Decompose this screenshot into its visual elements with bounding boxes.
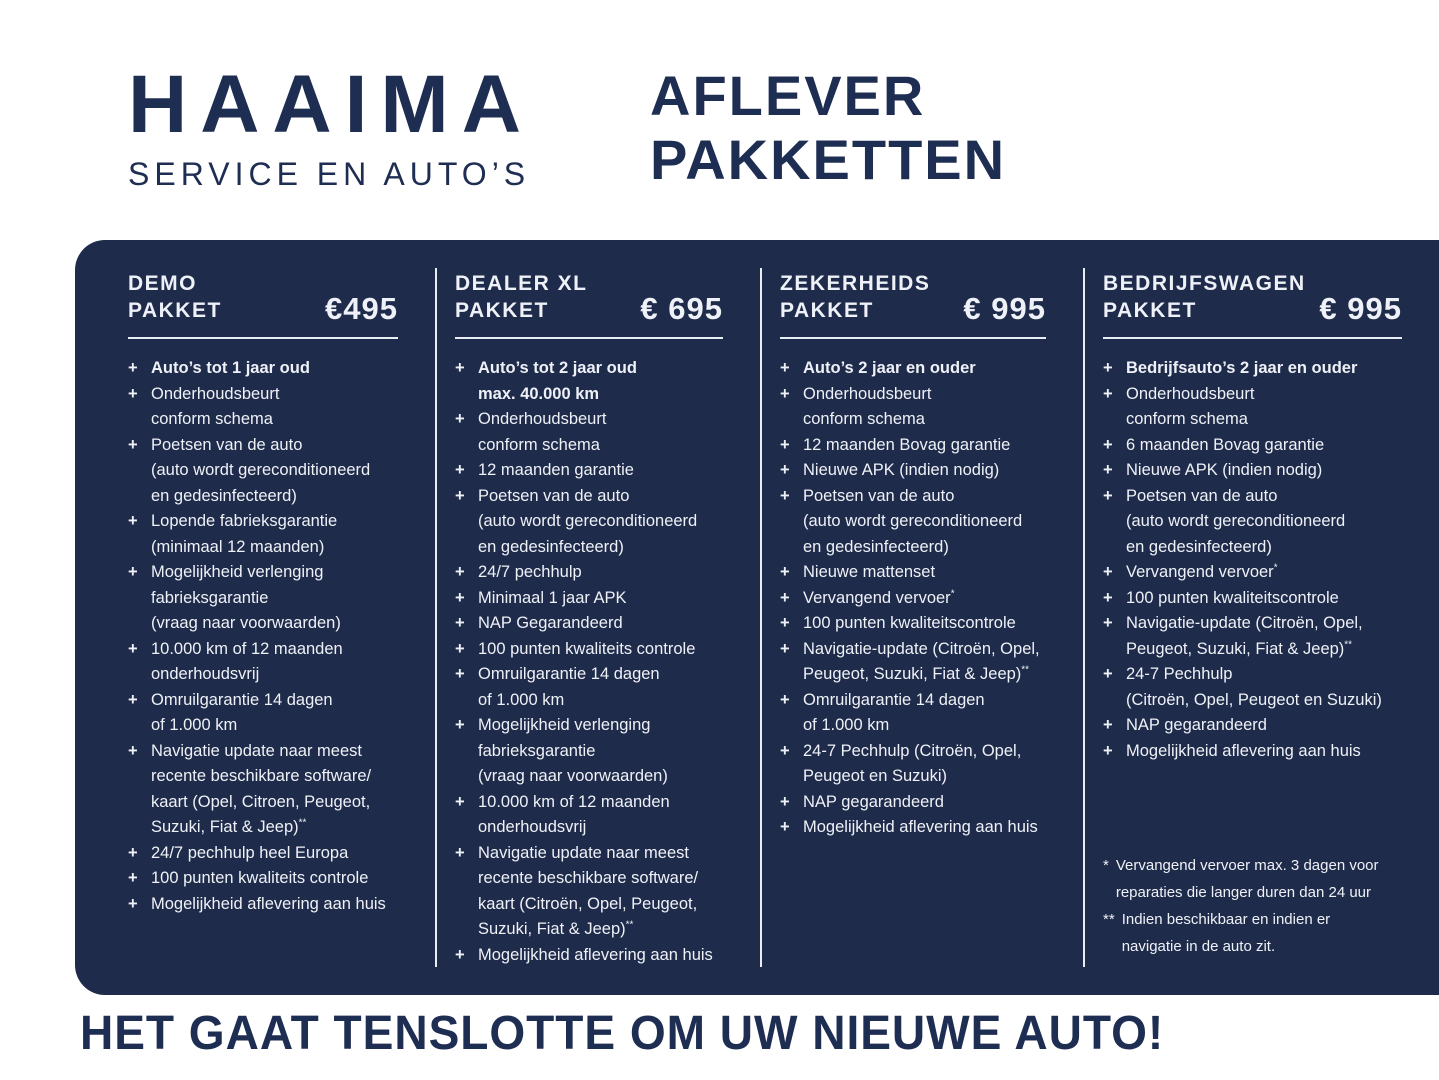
list-item <box>455 407 748 458</box>
item-line: Nieuwe APK (indien nodig) <box>1126 461 1323 479</box>
plus-icon: + <box>128 384 138 403</box>
footnote-text <box>1122 906 1427 960</box>
feature-list <box>780 356 1071 841</box>
item-line: Navigatie update naar meest <box>151 741 362 760</box>
list-item <box>455 943 748 969</box>
feature-list <box>455 356 748 968</box>
list-item <box>780 356 1071 382</box>
plus-icon: + <box>128 869 138 887</box>
footnote-line: reparaties die langer duren dan 24 uur <box>1115 884 1372 901</box>
item-text <box>478 713 748 790</box>
brand-name: HAAIMA <box>128 59 534 150</box>
item-line: 100 punten kwaliteits controle <box>478 639 696 658</box>
package-price: €495 <box>325 291 398 326</box>
header-underline <box>780 337 1046 339</box>
item-text <box>1126 356 1427 382</box>
list-item <box>128 637 423 688</box>
package-price: € 995 <box>963 291 1046 326</box>
package-header <box>780 270 1071 324</box>
plus-icon: + <box>455 639 465 658</box>
item-line: recente beschikbare software/ <box>151 767 372 785</box>
package-name-line2: PAKKET <box>128 299 222 322</box>
item-text <box>1126 662 1427 713</box>
item-text <box>478 458 748 484</box>
item-line: 24-7 Pechhulp (Citroën, Opel, <box>803 741 1022 760</box>
package-name-line1: DEALER XL <box>455 272 588 295</box>
item-line: onderhoudsvrij <box>478 818 587 836</box>
list-item <box>1103 713 1427 739</box>
plus-icon: + <box>455 359 465 377</box>
list-item <box>128 509 423 560</box>
list-item <box>1103 560 1427 586</box>
item-line: NAP gegarandeerd <box>1126 716 1267 734</box>
item-line: Onderhoudsbeurt <box>803 384 932 403</box>
item-line: NAP gegarandeerd <box>803 792 944 811</box>
item-line: Auto’s tot 1 jaar oud <box>151 359 310 377</box>
list-item <box>128 560 423 637</box>
list-item <box>780 433 1071 459</box>
list-item <box>455 586 748 612</box>
plus-icon: + <box>128 843 138 862</box>
plus-icon: + <box>780 792 790 811</box>
package-header <box>1103 270 1427 324</box>
header-underline <box>128 337 398 339</box>
item-line: Minimaal 1 jaar APK <box>478 588 627 607</box>
footnote <box>1103 906 1427 960</box>
item-line: (minimaal 12 maanden) <box>151 537 325 556</box>
plus-icon: + <box>1103 741 1113 760</box>
item-text <box>478 637 748 663</box>
package-column <box>437 268 762 967</box>
item-text <box>478 841 748 943</box>
item-line: Mogelijkheid aflevering aan huis <box>478 945 713 964</box>
list-item <box>128 382 423 433</box>
list-item <box>128 866 423 892</box>
item-line: (vraag naar voorwaarden) <box>151 614 341 632</box>
list-item <box>128 688 423 739</box>
item-text <box>1126 458 1427 484</box>
item-text <box>803 611 1071 637</box>
item-text <box>478 407 748 458</box>
package-name-line2: PAKKET <box>1103 299 1197 322</box>
package-price: € 995 <box>1319 291 1402 326</box>
footnote-marker: * <box>1103 857 1109 874</box>
item-text <box>478 560 748 586</box>
footnotes <box>1103 852 1427 960</box>
item-line: 100 punten kwaliteitscontrole <box>1126 588 1339 607</box>
item-line: (auto wordt gereconditioneerd <box>151 461 371 479</box>
item-text <box>478 790 748 841</box>
plus-icon: + <box>1103 486 1113 505</box>
page-title-line1: AFLEVER <box>650 64 926 127</box>
list-item <box>455 458 748 484</box>
item-line: Nieuwe APK (indien nodig) <box>803 461 1000 479</box>
item-text <box>151 841 423 867</box>
list-item <box>1103 458 1427 484</box>
item-line: 12 maanden garantie <box>478 461 634 479</box>
package-name <box>780 270 930 324</box>
list-item <box>455 841 748 943</box>
item-text <box>803 688 1071 739</box>
item-line: 6 maanden Bovag garantie <box>1126 435 1325 454</box>
plus-icon: + <box>780 359 790 377</box>
plus-icon: + <box>128 359 138 377</box>
item-line: NAP Gegarandeerd <box>478 614 623 632</box>
list-item <box>455 637 748 663</box>
item-line: 12 maanden Bovag garantie <box>803 435 1011 454</box>
item-line: recente beschikbare software/ <box>478 869 699 887</box>
package-name-line2: PAKKET <box>780 299 874 322</box>
item-line: Poetsen van de auto <box>478 486 630 505</box>
item-text <box>478 943 748 969</box>
footer-tagline: HET GAAT TENSLOTTE OM UW NIEUWE AUTO! <box>80 1007 1165 1060</box>
item-line: en gedesinfecteerd) <box>151 486 297 505</box>
item-line: (auto wordt gereconditioneerd <box>803 512 1023 530</box>
item-line: fabrieksgarantie <box>151 588 269 607</box>
plus-icon: + <box>1103 435 1113 454</box>
plus-icon: + <box>128 741 138 760</box>
plus-icon: + <box>1103 614 1113 632</box>
header-underline <box>1103 337 1402 339</box>
item-line: max. 40.000 km <box>478 384 600 403</box>
list-item <box>1103 586 1427 612</box>
page-title-line2: PAKKETTEN <box>650 128 1007 191</box>
list-item <box>128 356 423 382</box>
list-item <box>780 688 1071 739</box>
item-text <box>151 892 423 918</box>
item-line: onderhoudsvrij <box>151 665 260 683</box>
item-line: of 1.000 km <box>803 716 890 734</box>
plus-icon: + <box>455 716 465 734</box>
list-item <box>780 637 1071 688</box>
item-line: 24/7 pechhulp heel Europa <box>151 843 349 862</box>
item-line: of 1.000 km <box>151 716 238 734</box>
list-item <box>455 560 748 586</box>
list-item <box>128 892 423 918</box>
item-text <box>1126 739 1427 765</box>
plus-icon: + <box>455 665 465 683</box>
feature-list <box>128 356 423 917</box>
list-item <box>1103 433 1427 459</box>
item-line: Onderhoudsbeurt <box>151 384 280 403</box>
package-name-line2: PAKKET <box>455 299 549 322</box>
item-text <box>151 637 423 688</box>
package-price: € 695 <box>640 291 723 326</box>
item-text <box>1126 382 1427 433</box>
item-line: Vervangend vervoer* <box>1126 562 1278 581</box>
list-item <box>455 484 748 561</box>
plus-icon: + <box>1103 359 1113 377</box>
item-line: Vervangend vervoer* <box>803 588 955 607</box>
item-text <box>151 866 423 892</box>
item-text <box>151 509 423 560</box>
item-line: Auto’s 2 jaar en ouder <box>803 359 976 377</box>
plus-icon: + <box>780 486 790 505</box>
item-text <box>478 611 748 637</box>
item-text <box>803 790 1071 816</box>
list-item <box>780 815 1071 841</box>
list-item <box>1103 662 1427 713</box>
item-line: Lopende fabrieksgarantie <box>151 512 338 530</box>
plus-icon: + <box>1103 588 1113 607</box>
item-text <box>1126 586 1427 612</box>
item-line: 100 punten kwaliteitscontrole <box>803 614 1016 632</box>
plus-icon: + <box>780 588 790 607</box>
list-item <box>1103 484 1427 561</box>
item-line: 24/7 pechhulp <box>478 563 582 581</box>
package-header <box>128 270 423 324</box>
item-text <box>1126 433 1427 459</box>
item-line: 100 punten kwaliteits controle <box>151 869 369 887</box>
item-line: 10.000 km of 12 maanden <box>478 792 670 811</box>
packages-panel <box>75 240 1439 995</box>
item-line: en gedesinfecteerd) <box>478 537 624 556</box>
plus-icon: + <box>128 639 138 658</box>
item-line: Omruilgarantie 14 dagen <box>803 690 985 709</box>
item-line: Omruilgarantie 14 dagen <box>478 665 660 683</box>
list-item <box>780 790 1071 816</box>
item-text <box>803 356 1071 382</box>
item-line: Navigatie update naar meest <box>478 843 689 862</box>
plus-icon: + <box>1103 665 1113 683</box>
footnote-line: Vervangend vervoer max. 3 dagen voor <box>1115 857 1379 874</box>
item-text <box>1126 611 1427 662</box>
item-line: Peugeot en Suzuki) <box>803 767 948 785</box>
item-text <box>803 586 1071 612</box>
item-text <box>151 382 423 433</box>
package-column <box>125 268 437 967</box>
plus-icon: + <box>455 486 465 505</box>
item-line: of 1.000 km <box>478 690 565 709</box>
list-item <box>1103 382 1427 433</box>
item-text <box>803 637 1071 688</box>
item-text <box>803 484 1071 561</box>
item-text <box>1126 713 1427 739</box>
item-line: conform schema <box>478 435 600 454</box>
item-text <box>478 484 748 561</box>
feature-list <box>1103 356 1427 764</box>
item-line: Poetsen van de auto <box>803 486 955 505</box>
plus-icon: + <box>455 843 465 862</box>
item-line: kaart (Citroën, Opel, Peugeot, <box>478 894 698 913</box>
item-line: Poetsen van de auto <box>1126 486 1278 505</box>
item-line: Mogelijkheid verlenging <box>151 563 324 581</box>
item-line: Mogelijkheid aflevering aan huis <box>1126 741 1361 760</box>
package-name <box>455 270 588 324</box>
item-line: Bedrijfsauto’s 2 jaar en ouder <box>1126 359 1358 377</box>
package-name <box>1103 270 1306 324</box>
item-line: Onderhoudsbeurt <box>478 410 607 428</box>
item-text <box>803 739 1071 790</box>
item-line: Suzuki, Fiat & Jeep)** <box>478 919 634 938</box>
item-line: Peugeot, Suzuki, Fiat & Jeep)** <box>1126 639 1352 658</box>
item-line: fabrieksgarantie <box>478 741 596 760</box>
list-item <box>455 356 748 407</box>
item-line: Navigatie-update (Citroën, Opel, <box>1126 614 1363 632</box>
item-text <box>151 688 423 739</box>
item-line: kaart (Opel, Citroen, Peugeot, <box>151 792 371 811</box>
list-item <box>780 739 1071 790</box>
footnote-marker: ** <box>1103 911 1115 928</box>
item-line: Mogelijkheid verlenging <box>478 716 651 734</box>
item-text <box>151 560 423 637</box>
list-item <box>1103 356 1427 382</box>
item-text <box>803 458 1071 484</box>
plus-icon: + <box>780 639 790 658</box>
plus-icon: + <box>780 435 790 454</box>
plus-icon: + <box>455 614 465 632</box>
list-item <box>780 611 1071 637</box>
plus-icon: + <box>1103 563 1113 581</box>
list-item <box>780 560 1071 586</box>
plus-icon: + <box>780 690 790 709</box>
list-item <box>128 433 423 510</box>
item-text <box>803 560 1071 586</box>
package-name-line1: ZEKERHEIDS <box>780 272 931 295</box>
list-item <box>780 382 1071 433</box>
item-line: en gedesinfecteerd) <box>1126 537 1272 556</box>
list-item <box>128 739 423 841</box>
item-text <box>1126 560 1427 586</box>
plus-icon: + <box>780 614 790 632</box>
plus-icon: + <box>1103 716 1113 734</box>
item-text <box>803 433 1071 459</box>
item-line: en gedesinfecteerd) <box>803 537 949 556</box>
package-column <box>762 268 1085 967</box>
item-text <box>478 662 748 713</box>
list-item <box>455 713 748 790</box>
item-text <box>1126 484 1427 561</box>
brand-logo <box>128 59 534 192</box>
footnote <box>1103 852 1427 906</box>
list-item <box>128 841 423 867</box>
plus-icon: + <box>780 384 790 403</box>
plus-icon: + <box>128 894 138 913</box>
item-text <box>151 356 423 382</box>
plus-icon: + <box>1103 461 1113 479</box>
item-line: 24-7 Pechhulp <box>1126 665 1233 683</box>
item-text <box>803 815 1071 841</box>
item-line: Poetsen van de auto <box>151 435 303 454</box>
item-line: conform schema <box>151 410 273 428</box>
footnote-line: navigatie in de auto zit. <box>1121 938 1276 955</box>
item-line: conform schema <box>803 410 925 428</box>
list-item <box>455 662 748 713</box>
plus-icon: + <box>455 410 465 428</box>
item-text <box>151 433 423 510</box>
footnote-text <box>1116 852 1427 906</box>
item-line: Nieuwe mattenset <box>803 563 936 581</box>
item-line: Navigatie-update (Citroën, Opel, <box>803 639 1040 658</box>
item-line: 10.000 km of 12 maanden <box>151 639 343 658</box>
package-column <box>1085 268 1439 967</box>
package-name <box>128 270 222 324</box>
plus-icon: + <box>455 563 465 581</box>
header-underline <box>455 337 723 339</box>
list-item <box>780 458 1071 484</box>
list-item <box>455 611 748 637</box>
item-line: (vraag naar voorwaarden) <box>478 767 668 785</box>
item-line: Onderhoudsbeurt <box>1126 384 1255 403</box>
plus-icon: + <box>1103 384 1113 403</box>
package-header <box>455 270 748 324</box>
plus-icon: + <box>128 512 138 530</box>
list-item <box>1103 739 1427 765</box>
item-text <box>478 586 748 612</box>
plus-icon: + <box>780 741 790 760</box>
plus-icon: + <box>455 792 465 811</box>
plus-icon: + <box>780 461 790 479</box>
item-line: conform schema <box>1126 410 1248 428</box>
list-item <box>1103 611 1427 662</box>
package-name-line1: BEDRIJFSWAGEN <box>1103 272 1306 295</box>
item-line: (auto wordt gereconditioneerd <box>478 512 698 530</box>
item-line: Omruilgarantie 14 dagen <box>151 690 333 709</box>
plus-icon: + <box>780 818 790 836</box>
list-item <box>780 484 1071 561</box>
list-item <box>780 586 1071 612</box>
brand-subtitle: SERVICE EN AUTO’S <box>128 156 531 192</box>
plus-icon: + <box>455 588 465 607</box>
item-text <box>151 739 423 841</box>
item-text <box>803 382 1071 433</box>
plus-icon: + <box>780 563 790 581</box>
list-item <box>455 790 748 841</box>
plus-icon: + <box>455 945 465 964</box>
plus-icon: + <box>128 563 138 581</box>
item-line: Peugeot, Suzuki, Fiat & Jeep)** <box>803 664 1029 683</box>
item-line: Auto’s tot 2 jaar oud <box>478 359 637 377</box>
plus-icon: + <box>128 690 138 709</box>
item-line: (auto wordt gereconditioneerd <box>1126 512 1346 530</box>
item-line: Mogelijkheid aflevering aan huis <box>803 818 1038 836</box>
item-line: Mogelijkheid aflevering aan huis <box>151 894 386 913</box>
plus-icon: + <box>128 435 138 454</box>
item-text <box>478 356 748 407</box>
plus-icon: + <box>455 461 465 479</box>
page-title <box>650 64 1006 192</box>
footnote-line: Indien beschikbaar en indien er <box>1121 911 1331 928</box>
package-name-line1: DEMO <box>128 272 197 295</box>
item-line: Suzuki, Fiat & Jeep)** <box>151 817 307 836</box>
item-line: (Citroën, Opel, Peugeot en Suzuki) <box>1126 690 1382 709</box>
